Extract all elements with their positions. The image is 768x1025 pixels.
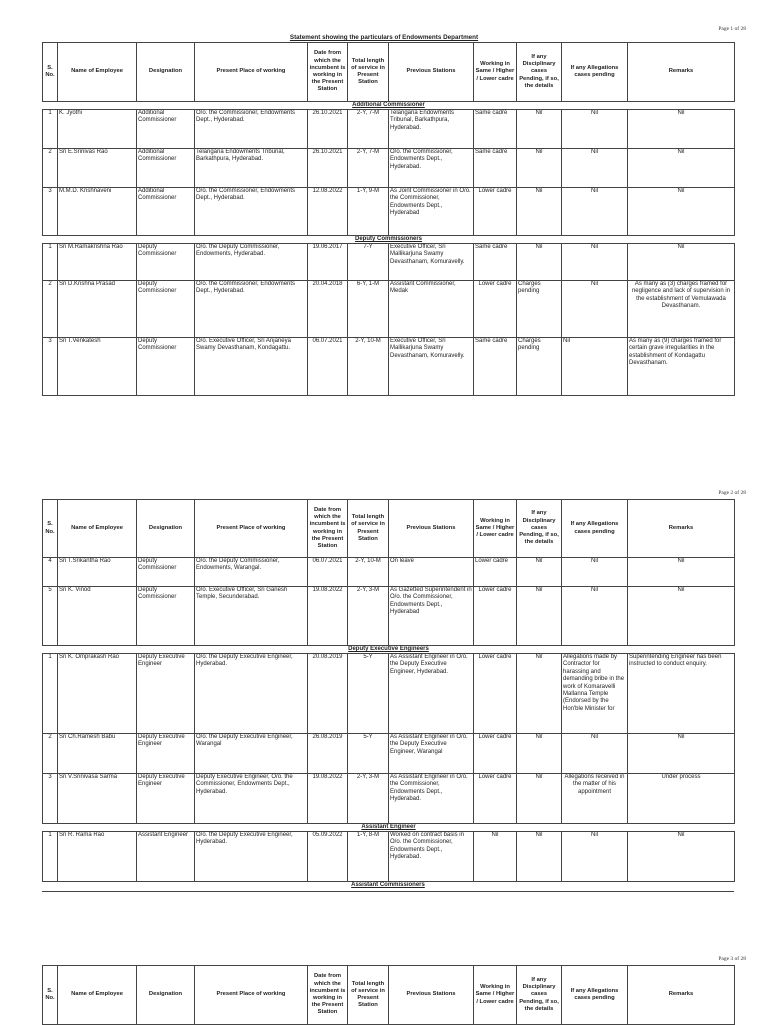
cell-cadre: Lower cadre	[474, 654, 517, 734]
cell-allegations: Nil	[562, 832, 628, 882]
cell-place: Telangana Endowments Tribunal, Barkathpura, Hyderabad.	[195, 149, 308, 188]
section-header	[43, 236, 735, 244]
cell-previous: On leave	[389, 558, 474, 587]
cell-disciplinary: Charges pending	[517, 338, 562, 396]
cell-name: Sri M.Ramakrishna Rao	[58, 244, 137, 281]
section-rule	[42, 891, 734, 892]
cell-date: 20.08.2019	[308, 654, 348, 734]
table-row	[43, 338, 735, 396]
cell-remarks: Nil	[628, 587, 735, 646]
cell-place: O/o. the Deputy Executive Engineer, Warangal	[195, 734, 308, 774]
cell-cadre: Lower cadre	[474, 188, 517, 236]
cell-allegations: Nil	[562, 558, 628, 587]
cell-disciplinary: Charges pending	[517, 281, 562, 338]
cell-allegations: Nil	[562, 338, 628, 396]
cell-disciplinary: Nil	[517, 774, 562, 824]
cell-name: Sri R. Rama Rao	[58, 832, 137, 882]
table-row	[43, 774, 735, 824]
cell-previous: Worked on contract basis in O/o. the Commissioner, Endowments Dept., Hyderabad.	[389, 832, 474, 882]
cell-date: 06.07.2021	[308, 338, 348, 396]
cell-date: 26.10.2021	[308, 149, 348, 188]
col-cadre: Working in Same / Higher / Lower cadre	[474, 43, 517, 102]
cell-cadre: Lower cadre	[474, 558, 517, 587]
table-row	[43, 654, 735, 734]
cell-place: O/o. the Deputy Executive Engineer, Hyderabad.	[195, 654, 308, 734]
cell-remarks: Nil	[628, 832, 735, 882]
cell-name: Sri V.Srinivasa Sarma	[58, 774, 137, 824]
cell-sno: 2	[43, 281, 58, 338]
col-place: Present Place of working	[195, 500, 308, 558]
cell-previous: Executive Officer, Sri Mallikarjuna Swamy Devasthanam, Komuravelly.	[389, 244, 474, 281]
cell-name: Sri E.Srinivas Rao	[58, 149, 137, 188]
col-cadre: Working in Same / Higher / Lower cadre	[474, 966, 517, 1025]
cell-previous: Executive Officer, Sri Mallikarjuna Swamy Devasthanam, Komuravelly.	[389, 338, 474, 396]
cell-previous: As Joint Commissioner in O/o. the Commissioner, Endowments Dept., Hyderabad	[389, 188, 474, 236]
employee-table	[42, 42, 735, 396]
cell-length: 5-Y	[348, 654, 389, 734]
cell-allegations: Nil	[562, 734, 628, 774]
cell-sno: 4	[43, 558, 58, 587]
cell-designation: Deputy Commissioner	[137, 587, 195, 646]
cell-length: 2-Y, 7-M	[348, 149, 389, 188]
cell-remarks: As many as (9) charges framed for certain grave irregularities in the establishment of Kondagattu Devasthanam.	[628, 338, 735, 396]
cell-designation: Deputy Commissioner	[137, 338, 195, 396]
cell-disciplinary: Nil	[517, 558, 562, 587]
page-number: Page 2 of 28	[718, 490, 746, 496]
cell-place: Deputy Executive Engineer, O/o. the Commissioner, Endowments Dept., Hyderabad.	[195, 774, 308, 824]
col-date: Date from which the incumbent is working in the Present Station	[308, 43, 348, 102]
col-remarks: Remarks	[628, 966, 735, 1025]
cell-sno: 5	[43, 587, 58, 646]
cell-cadre: Same cadre	[474, 338, 517, 396]
cell-place: O/o. the Commissioner, Endowments Dept., Hyderabad.	[195, 188, 308, 236]
col-place: Present Place of working	[195, 43, 308, 102]
cell-date: 19.06.2017	[308, 244, 348, 281]
cell-name: Sri Ch.Ramesh Babu	[58, 734, 137, 774]
page-number: Page 1 of 28	[718, 26, 746, 32]
cell-cadre: Lower cadre	[474, 587, 517, 646]
col-sno: S. No.	[43, 500, 58, 558]
col-designation: Designation	[137, 43, 195, 102]
cell-designation: Deputy Executive Engineer	[137, 734, 195, 774]
section-title: Assistant Commissioners	[351, 882, 425, 888]
cell-disciplinary: Nil	[517, 654, 562, 734]
cell-remarks: Superintending Engineer has been instructed to conduct enquiry.	[628, 654, 735, 734]
cell-previous: As Assistant Engineer in O/o. the Commissioner, Endowments Dept., Hyderabad.	[389, 774, 474, 824]
table-row	[43, 558, 735, 587]
cell-previous: As Assistant Engineer in O/o. the Deputy Executive Engineer, Warangal	[389, 734, 474, 774]
col-name: Name of Employee	[58, 500, 137, 558]
cell-disciplinary: Nil	[517, 244, 562, 281]
cell-length: 2-Y, 7-M	[348, 110, 389, 149]
cell-length: 2-Y, 3-M	[348, 587, 389, 646]
cell-sno: 3	[43, 774, 58, 824]
cell-previous: Assistant Commissioner, Medak	[389, 281, 474, 338]
col-date: Date from which the incumbent is working in the Present Station	[308, 500, 348, 558]
cell-allegations: Nil	[562, 244, 628, 281]
cell-designation: Assistant Engineer	[137, 832, 195, 882]
cell-name: Sri T.Venkatesh	[58, 338, 137, 396]
cell-sno: 3	[43, 188, 58, 236]
cell-cadre: Lower cadre	[474, 774, 517, 824]
employee-table	[42, 965, 735, 1025]
cell-remarks: Nil	[628, 188, 735, 236]
cell-date: 26.08.2019	[308, 734, 348, 774]
cell-cadre: Lower cadre	[474, 734, 517, 774]
section-title: Deputy Executive Engineers	[43, 646, 735, 654]
section-header	[43, 646, 735, 654]
cell-sno: 1	[43, 244, 58, 281]
cell-disciplinary: Nil	[517, 587, 562, 646]
col-length: Total length of service in Present Station	[348, 966, 389, 1025]
col-sno: S. No.	[43, 43, 58, 102]
cell-length: 2-Y, 3-M	[348, 774, 389, 824]
document-title: Statement showing the particulars of Endowments Department	[289, 34, 479, 41]
col-remarks: Remarks	[628, 43, 735, 102]
cell-cadre: Same cadre	[474, 110, 517, 149]
cell-designation: Additional Commissioner	[137, 149, 195, 188]
cell-previous: As Assistant Engineer in O/o. the Deputy Executive Engineer, Hyderabad.	[389, 654, 474, 734]
table-row	[43, 281, 735, 338]
cell-sno: 1	[43, 110, 58, 149]
cell-designation: Additional Commissioner	[137, 110, 195, 149]
cell-allegations: Nil	[562, 149, 628, 188]
cell-length: 2-Y, 10-M	[348, 558, 389, 587]
col-disciplinary: If any Disciplinary cases Pending, if so, the details	[517, 500, 562, 558]
col-allegations: If any Allegations cases pending	[562, 43, 628, 102]
cell-sno: 1	[43, 654, 58, 734]
cell-disciplinary: Nil	[517, 734, 562, 774]
header-row	[43, 43, 735, 102]
section-title: Additional Commissioner	[43, 102, 735, 110]
cell-allegations: Nil	[562, 110, 628, 149]
cell-sno: 3	[43, 338, 58, 396]
cell-date: 05.09.2022	[308, 832, 348, 882]
col-remarks: Remarks	[628, 500, 735, 558]
cell-place: O/o. the Deputy Executive Engineer, Hyderabad.	[195, 832, 308, 882]
employee-table	[42, 499, 735, 882]
cell-designation: Additional Commissioner	[137, 188, 195, 236]
cell-sno: 1	[43, 832, 58, 882]
col-designation: Designation	[137, 500, 195, 558]
section-title: Assistant Engineer	[43, 824, 735, 832]
cell-name: Sri K. Vinod	[58, 587, 137, 646]
cell-date: 26.10.2021	[308, 110, 348, 149]
cell-allegations: Nil	[562, 281, 628, 338]
cell-previous: O/o. the Commissioner, Endowments Dept., Hyderabad.	[389, 149, 474, 188]
cell-designation: Deputy Executive Engineer	[137, 654, 195, 734]
cell-cadre: Nil	[474, 832, 517, 882]
page-number: Page 3 of 28	[718, 956, 746, 962]
cell-length: 2-Y, 10-M	[348, 338, 389, 396]
cell-length: 5-Y	[348, 734, 389, 774]
page-1	[0, 0, 768, 410]
cell-place: O/o. Executive Officer, Sri Ganesh Temple, Secunderabad.	[195, 587, 308, 646]
col-disciplinary: If any Disciplinary cases Pending, if so, the details	[517, 966, 562, 1025]
col-previous: Previous Stations	[389, 966, 474, 1025]
table-row	[43, 149, 735, 188]
cell-length: 7-Y	[348, 244, 389, 281]
cell-allegations: Nil	[562, 188, 628, 236]
cell-disciplinary: Nil	[517, 188, 562, 236]
header-row	[43, 500, 735, 558]
cell-name: M.M.D. Krishnaveni	[58, 188, 137, 236]
header-row	[43, 966, 735, 1025]
col-name: Name of Employee	[58, 966, 137, 1025]
cell-date: 06.07.2021	[308, 558, 348, 587]
cell-previous: As Gazetted Superintendent in O/o. the Commissioner, Endowments Dept., Hyderabad	[389, 587, 474, 646]
col-length: Total length of service in Present Station	[348, 500, 389, 558]
cell-cadre: Same cadre	[474, 244, 517, 281]
cell-date: 20.04.2018	[308, 281, 348, 338]
col-name: Name of Employee	[58, 43, 137, 102]
cell-sno: 2	[43, 734, 58, 774]
cell-date: 12.08.2022	[308, 188, 348, 236]
col-date: Date from which the incumbent is working in the Present Station	[308, 966, 348, 1025]
col-sno: S. No.	[43, 966, 58, 1025]
cell-cadre: Same cadre	[474, 149, 517, 188]
col-cadre: Working in Same / Higher / Lower cadre	[474, 500, 517, 558]
section-header	[43, 102, 735, 110]
cell-allegations: Allegations made by Contractor for harassing and demanding bribe in the work of Komaravelli Mallanna Temple (Endorsed by the Hon'ble Minister for	[562, 654, 628, 734]
table-row	[43, 110, 735, 149]
table-row	[43, 832, 735, 882]
col-disciplinary: If any Disciplinary cases Pending, if so, the details	[517, 43, 562, 102]
cell-disciplinary: Nil	[517, 110, 562, 149]
col-allegations: If any Allegations cases pending	[562, 500, 628, 558]
table-row	[43, 587, 735, 646]
col-previous: Previous Stations	[389, 500, 474, 558]
cell-place: O/o. the Deputy Commissioner, Endowments, Hyderabad.	[195, 244, 308, 281]
table-row	[43, 244, 735, 281]
cell-sno: 2	[43, 149, 58, 188]
cell-designation: Deputy Commissioner	[137, 281, 195, 338]
cell-remarks: Nil	[628, 110, 735, 149]
col-designation: Designation	[137, 966, 195, 1025]
cell-remarks: Nil	[628, 149, 735, 188]
cell-designation: Deputy Executive Engineer	[137, 774, 195, 824]
section-title: Deputy Commissioners	[43, 236, 735, 244]
cell-allegations: Nil	[562, 587, 628, 646]
cell-date: 19.08.2022	[308, 774, 348, 824]
cell-designation: Deputy Commissioner	[137, 244, 195, 281]
cell-previous: Telangana Endowments Tribunal, Barkathpura, Hyderabad.	[389, 110, 474, 149]
cell-cadre: Lower cadre	[474, 281, 517, 338]
cell-date: 19.08.2022	[308, 587, 348, 646]
cell-name: K. Jyothi	[58, 110, 137, 149]
col-place: Present Place of working	[195, 966, 308, 1025]
col-previous: Previous Stations	[389, 43, 474, 102]
cell-remarks: Nil	[628, 244, 735, 281]
cell-remarks: Nil	[628, 558, 735, 587]
cell-name: Sri K. Omprakash Rao	[58, 654, 137, 734]
cell-place: O/o. the Commissioner, Endowments Dept., Hyderabad.	[195, 281, 308, 338]
cell-allegations: Allegations received in the matter of his appointment	[562, 774, 628, 824]
cell-remarks: Under process	[628, 774, 735, 824]
cell-disciplinary: Nil	[517, 832, 562, 882]
cell-place: O/o. Executive Officer, Sri Anjaneya Swamy Devasthanam, Kondagattu.	[195, 338, 308, 396]
table-row	[43, 734, 735, 774]
col-allegations: If any Allegations cases pending	[562, 966, 628, 1025]
cell-remarks: As many as (3) charges framed for negligence and lack of supervision in the establishment of Vemulawada Devasthanam.	[628, 281, 735, 338]
cell-place: O/o. the Commissioner, Endowments Dept., Hyderabad.	[195, 110, 308, 149]
cell-length: 1-Y, 9-M	[348, 188, 389, 236]
cell-disciplinary: Nil	[517, 149, 562, 188]
cell-remarks: Nil	[628, 734, 735, 774]
cell-length: 6-Y, 1-M	[348, 281, 389, 338]
section-header	[43, 824, 735, 832]
table-row	[43, 188, 735, 236]
col-length: Total length of service in Present Station	[348, 43, 389, 102]
cell-designation: Deputy Commissioner	[137, 558, 195, 587]
cell-length: 1-Y, 8-M	[348, 832, 389, 882]
cell-name: Sri D.Krishna Prasad	[58, 281, 137, 338]
cell-place: O/o. the Deputy Commissioner, Endowments, Warangal.	[195, 558, 308, 587]
cell-name: Sri T.Srikantha Rao	[58, 558, 137, 587]
